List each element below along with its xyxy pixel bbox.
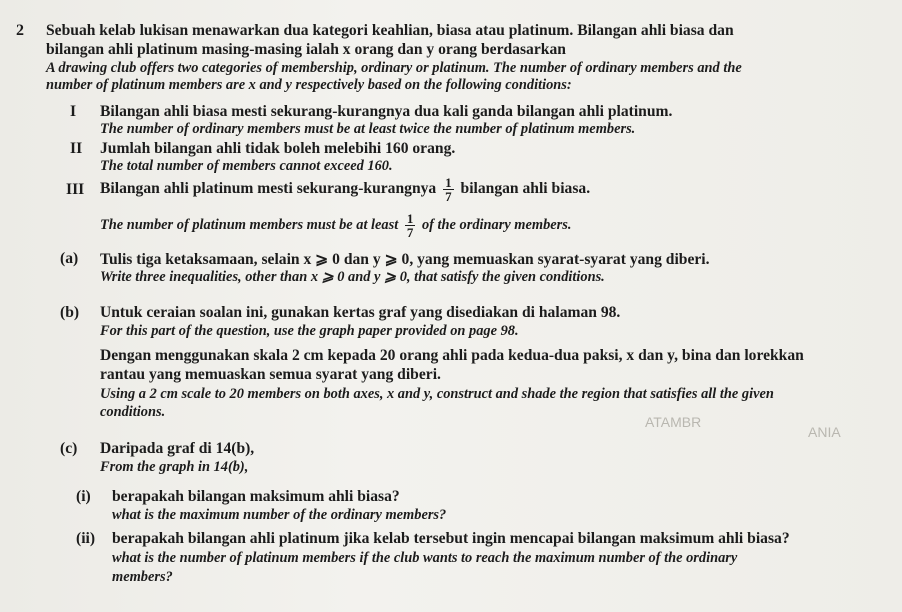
- condition-3-malay-before: Bilangan ahli platinum mesti sekurang-kurangnya: [100, 180, 437, 198]
- condition-2-malay: Jumlah bilangan ahli tidak boleh melebihi 160 orang.: [100, 140, 456, 157]
- fraction-denominator-english: 7: [406, 225, 414, 240]
- question-number: 2: [16, 22, 24, 39]
- condition-1-label: I: [70, 103, 77, 120]
- intro-malay-line-1: Sebuah kelab lukisan menawarkan dua kategori keahlian, biasa atau platinum. Bilangan ahli biasa dan: [46, 22, 734, 39]
- fraction-one-seventh: [443, 176, 454, 203]
- part-c-label: (c): [60, 440, 78, 457]
- intro-english-line-1: A drawing club offers two categories of membership, ordinary or platinum. The number of ordinary members and the: [46, 60, 742, 76]
- part-b-malay-line-3: rantau yang memuaskan semua syarat yang diberi.: [100, 366, 441, 383]
- fraction-numerator-english: 1: [406, 211, 414, 226]
- part-b-english-line-1: For this part of the question, use the graph paper provided on page 98.: [100, 323, 519, 339]
- part-b-label: (b): [60, 304, 80, 321]
- condition-1-malay: Bilangan ahli biasa mesti sekurang-kurangnya dua kali ganda bilangan ahli platinum.: [100, 103, 673, 120]
- part-c-i-malay: berapakah bilangan maksimum ahli biasa?: [112, 488, 400, 505]
- condition-3-malay: [100, 176, 590, 203]
- part-c-i-label: (i): [76, 488, 91, 505]
- condition-3-label: III: [66, 181, 85, 198]
- part-c-ii-english-line-1: what is the number of platinum members if the club wants to reach the maximum number of the ordinary: [112, 550, 738, 566]
- part-b-english-line-2: Using a 2 cm scale to 20 members on both axes, x and y, construct and shade the region that satisfies all the given: [100, 386, 774, 402]
- part-c-ii-label: (ii): [76, 530, 96, 547]
- part-b-malay-line-2: Dengan menggunakan skala 2 cm kepada 20 orang ahli pada kedua-dua paksi, x dan y, bina dan lorekkan: [100, 347, 804, 364]
- part-a-label: (a): [60, 250, 79, 267]
- fraction-one-seventh-english: [405, 212, 416, 239]
- part-c-english: From the graph in 14(b),: [100, 459, 249, 475]
- condition-3-english: [100, 212, 571, 239]
- intro-malay-line-2: bilangan ahli platinum masing-masing ialah x orang dan y orang berdasarkan: [46, 41, 566, 58]
- part-c-ii-english-line-2: members?: [112, 569, 173, 585]
- part-b-english-line-3: conditions.: [100, 404, 166, 420]
- fraction-denominator: 7: [445, 189, 452, 204]
- part-c-ii-malay: berapakah bilangan ahli platinum jika kelab tersebut ingin mencapai bilangan maksimum ahli biasa?: [112, 530, 790, 547]
- faint-mark-1: ATAMBR: [645, 414, 702, 430]
- condition-1-english: The number of ordinary members must be at least twice the number of platinum members.: [100, 121, 636, 137]
- part-a-malay: Tulis tiga ketaksamaan, selain x ⩾ 0 dan y ⩾ 0, yang memuaskan syarat-syarat yang diberi.: [100, 251, 710, 268]
- faint-mark-2: ANIA: [808, 424, 841, 440]
- intro-english-line-2: number of platinum members are x and y respectively based on the following conditions:: [46, 77, 572, 93]
- condition-2-english: The total number of members cannot exceed 160.: [100, 158, 393, 174]
- condition-2-label: II: [70, 140, 83, 157]
- condition-3-malay-after: bilangan ahli biasa.: [460, 180, 591, 198]
- part-c-i-english: what is the maximum number of the ordinary members?: [112, 507, 447, 523]
- fraction-numerator: 1: [445, 175, 452, 190]
- condition-3-english-after: of the ordinary members.: [421, 216, 572, 233]
- condition-3-english-before: The number of platinum members must be at least: [100, 216, 399, 233]
- part-a-english: Write three inequalities, other than x ⩾ 0 and y ⩾ 0, that satisfy the given conditions.: [100, 269, 605, 285]
- part-c-malay: Daripada graf di 14(b),: [100, 440, 255, 457]
- part-b-malay-line-1: Untuk ceraian soalan ini, gunakan kertas graf yang disediakan di halaman 98.: [100, 304, 621, 321]
